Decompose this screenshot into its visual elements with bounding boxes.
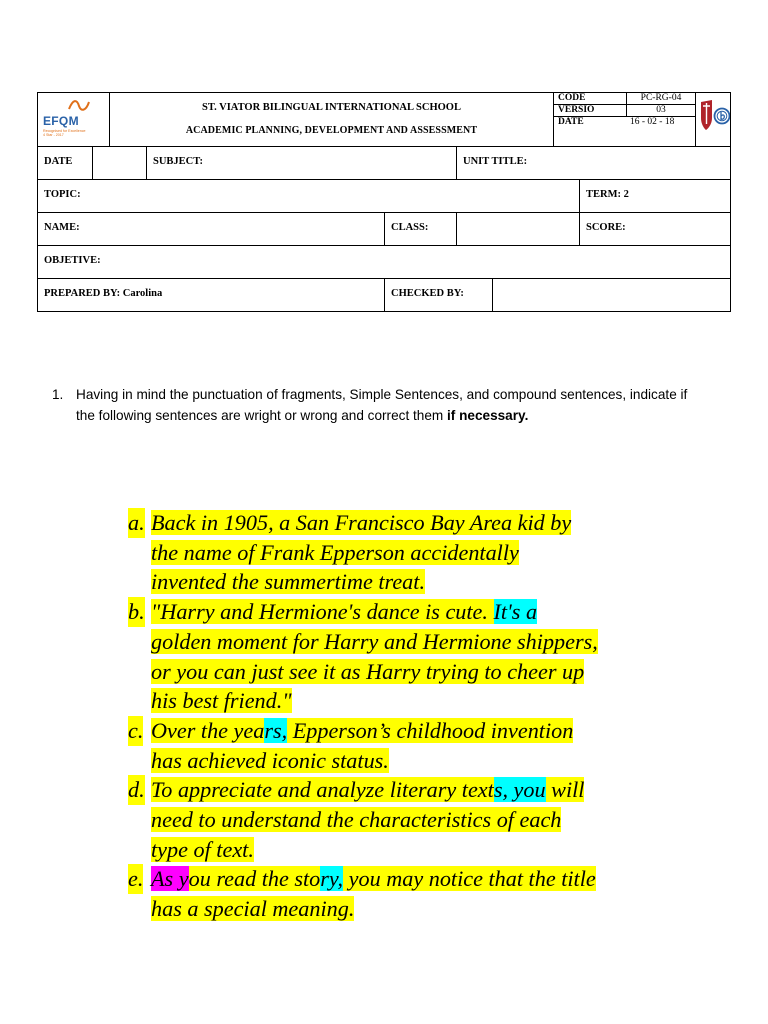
sentence-segment: Epperson’s childhood invention	[287, 717, 574, 743]
seal-cell	[696, 93, 731, 146]
school-crest-icon	[698, 96, 730, 136]
sentence-line: has a special meaning.	[151, 896, 355, 922]
date-label: DATE	[44, 156, 73, 167]
score-field[interactable]: SCORE:	[579, 213, 732, 245]
sentence-letter: e.	[128, 864, 143, 894]
info-form	[37, 147, 731, 312]
class-label: CLASS:	[384, 213, 456, 245]
sentence-segment-cyan: s, you	[493, 777, 546, 803]
sentence-segment: you may notice that the title	[343, 866, 596, 892]
sentence-segment: will	[545, 777, 585, 803]
meta-row-version	[554, 105, 695, 117]
term-field: TERM: 2	[579, 180, 732, 212]
version-value: 03	[626, 105, 695, 116]
efqm-logo	[43, 105, 105, 141]
sentence-a	[128, 508, 688, 597]
sentence-segment: To appreciate and analyze literary text	[151, 777, 494, 803]
sentence-letter: b.	[128, 597, 145, 627]
instruction-bold-tail: if necessary.	[447, 408, 529, 423]
title-cell	[110, 93, 554, 146]
sentence-e	[128, 864, 688, 923]
sentence-line: type of text.	[151, 836, 254, 862]
subject-field[interactable]: SUBJECT:	[146, 147, 456, 179]
sentence-line: has achieved iconic status.	[151, 747, 389, 773]
form-row-topic	[37, 180, 731, 213]
sentence-line: Back in 1905, a San Francisco Bay Area kid by	[151, 510, 572, 535]
efqm-wordmark: EFQM	[43, 114, 79, 128]
instruction-body: Having in mind the punctuation of fragments, Simple Sentences, and compound sentences, indicate if the following sentences are wright or wrong and correct them	[76, 387, 688, 423]
checked-by-field[interactable]	[492, 279, 732, 311]
school-name: ST. VIATOR BILINGUAL INTERNATIONAL SCHOOL	[202, 102, 461, 113]
checked-by-label: CHECKED BY:	[384, 279, 492, 311]
sentence-line: need to understand the characteristics of each	[151, 807, 562, 833]
topic-field[interactable]: TOPIC:	[44, 189, 81, 200]
meta-date-value: 16 - 02 - 18	[630, 117, 675, 127]
form-row-date-subject	[37, 147, 731, 180]
instruction-number: 1.	[52, 387, 64, 402]
department-title: ACADEMIC PLANNING, DEVELOPMENT AND ASSESSMENT	[185, 125, 478, 136]
efqm-caption: Recognised for Excellence 4 Star - 2017	[43, 129, 86, 137]
sentence-list	[128, 508, 688, 924]
class-field[interactable]	[456, 213, 579, 245]
sentence-segment-cyan: ry,	[320, 866, 344, 892]
sentence-segment-magenta: As y	[151, 866, 189, 892]
sentence-letter: c.	[128, 716, 143, 746]
form-row-objective	[37, 246, 731, 279]
sentence-line: invented the summertime treat.	[151, 569, 425, 595]
sentence-line: golden moment for Harry and Hermione shippers,	[151, 628, 598, 654]
sentence-segment-cyan: It's a	[493, 599, 538, 625]
sentence-segment: "Harry and Hermione's dance is cute.	[151, 599, 494, 625]
meta-date-label: DATE	[558, 117, 584, 127]
name-field[interactable]: NAME:	[44, 222, 80, 233]
code-value: PC-RG-04	[626, 93, 695, 104]
sentence-letter: d.	[128, 775, 145, 805]
meta-row-date	[554, 117, 695, 131]
prepared-by-field: PREPARED BY: Carolina	[44, 288, 163, 299]
sentence-segment: ou read the sto	[188, 866, 321, 892]
version-label: VERSIO	[558, 105, 595, 115]
sentence-line: or you can just see it as Harry trying to cheer up	[151, 658, 585, 684]
objective-field[interactable]: OBJETIVE:	[44, 255, 101, 266]
sentence-line: his best friend."	[151, 688, 292, 714]
sentence-c	[128, 716, 688, 775]
form-row-name	[37, 213, 731, 246]
sentence-line: the name of Frank Epperson accidentally	[151, 539, 519, 565]
sentence-letter: a.	[128, 508, 145, 538]
instruction-text	[76, 384, 691, 426]
date-field[interactable]	[92, 147, 146, 179]
sentence-segment-cyan: rs,	[264, 717, 288, 743]
code-label: CODE	[558, 93, 586, 103]
sentence-segment: Over the yea	[151, 717, 265, 743]
logo-cell	[38, 93, 110, 146]
unit-title-field[interactable]: UNIT TITLE:	[456, 147, 732, 179]
efqm-swirl-icon	[67, 99, 91, 113]
document-header	[37, 92, 731, 147]
meta-row-code	[554, 93, 695, 105]
sentence-b	[128, 597, 688, 716]
form-row-prepared	[37, 279, 731, 312]
document-meta	[554, 93, 696, 146]
sentence-d	[128, 775, 688, 864]
